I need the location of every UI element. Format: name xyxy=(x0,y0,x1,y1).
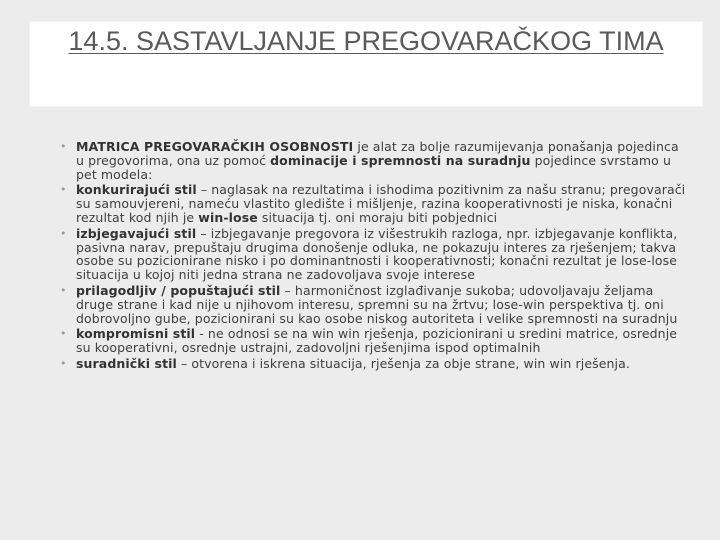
bullet-item xyxy=(60,140,690,181)
bullet-bold-text: izbjegavajući stil xyxy=(76,225,197,241)
slide xyxy=(6,6,712,532)
bullet-bold-text: dominacije i spremnosti na suradnju xyxy=(270,152,531,168)
bullet-item xyxy=(60,183,690,224)
bullet-bold-text: kompromisni stil xyxy=(76,326,196,342)
bullet-item xyxy=(60,327,690,355)
bullet-text: – naglasak na rezultatima i ishodima pozitivnim za našu stranu; pregovarači su samouvjereni, nameću vlastito gledište i mišljenje, razina kooperativnosti je niska, konačni rezultat kod njih je xyxy=(76,182,686,225)
slide-title: 14.5. SASTAVLJANJE PREGOVARAČKOG TIMA xyxy=(68,26,664,56)
bullet-bold-text: konkurirajući stil xyxy=(76,182,197,198)
bullet-bold-text: MATRICA PREGOVARAČKIH OSOBNOSTI xyxy=(76,139,354,154)
bullet-text: pojedince svrstamo u pet modela: xyxy=(76,152,672,182)
bullet-text: situacija tj. oni moraju biti pobjednici xyxy=(257,209,498,225)
bullet-dot-icon: • xyxy=(60,140,67,153)
bullet-dot-icon: • xyxy=(60,327,67,341)
bullet-item xyxy=(60,227,690,282)
bullet-bold-text: suradnički stil xyxy=(76,355,177,371)
bullet-bold-text: win-lose xyxy=(198,209,258,225)
bullet-dot-icon: • xyxy=(60,283,67,297)
bullet-item xyxy=(60,357,690,371)
bullet-text: je alat za bolje razumijevanja ponašanja pojedinca u pregovorima, ona uz pomoć xyxy=(76,139,679,168)
bullet-dot-icon: • xyxy=(60,183,67,197)
title-box xyxy=(30,22,702,106)
bullet-text: – izbjegavanje pregovora iz višestrukih razloga, npr. izbjegavanje konflikta, pasivna narav, prepuštaju drugima donošenje odluka, ne pokazuju interes za rješenjem; takva osobe su pozicionirane nisko i po dominantnosti i kooperativnosti; konačni rezultat je lose-lose situacija u kojoj niti jedna strana ne zadovoljava svoje interese xyxy=(76,225,678,283)
bullet-dot-icon: • xyxy=(60,226,67,240)
bullet-dot-icon: • xyxy=(60,356,67,370)
bullet-text: - ne odnosi se na win win rješenja, pozicionirani u sredini matrice, osrednje su kooperativni, osrednje ustrajni, zadovoljni rješenjima ispod optimalnih xyxy=(76,326,678,356)
bullet-bold-text: prilagodljiv / popuštajući stil xyxy=(76,282,281,298)
bullet-text: – harmoničnost izglađivanje sukoba; udovoljavaju željama druge strane i kad nije u njihovom interesu, spremni su na žrtvu; lose-win perspektiva tj. oni dobrovoljno gube, pozicionirani su kao osobe niskog autoriteta i velike spremnosti na suradnju xyxy=(76,282,678,326)
bullet-item xyxy=(60,284,690,325)
bullet-list xyxy=(60,140,690,373)
bullet-text: – otvorena i iskrena situacija, rješenja za obje strane, win win rješenja. xyxy=(176,355,630,371)
